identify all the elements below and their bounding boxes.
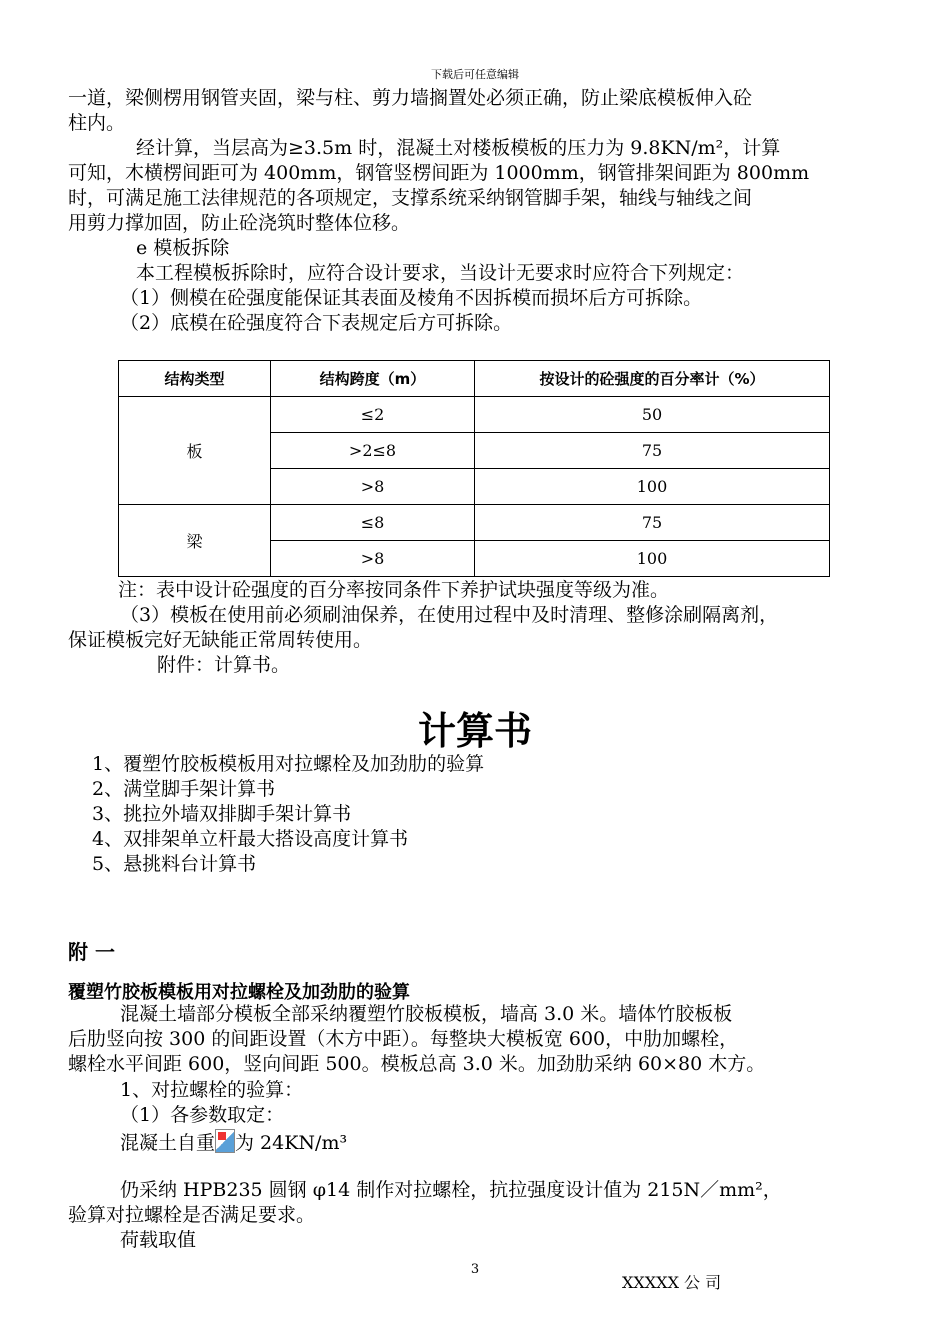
table-row: [119, 505, 830, 541]
broken-image-icon: [215, 1129, 235, 1153]
list-item: 4、双排架单立杆最大搭设高度计算书: [92, 828, 409, 850]
paragraph-line: 时，可满足施工法律规范的各项规定，支撑系统采纳钢管脚手架，轴线与轴线之间: [68, 187, 753, 209]
paragraph-line: 螺栓水平间距 600，竖向间距 500。模板总高 3.0 米。加劲肋采纳 60×80 木方。: [68, 1053, 766, 1075]
paragraph-line: 经计算，当层高为≥3.5m 时，混凝土对楼板模板的压力为 9.8KN/m²，计算: [136, 137, 781, 159]
paragraph-line: 保证模板完好无缺能正常周转使用。: [68, 629, 373, 651]
list-item: 5、悬挑料台计算书: [92, 853, 257, 875]
table-header-cell: 结构跨度（m）: [271, 361, 475, 397]
list-item: 3、挑拉外墙双排脚手架计算书: [92, 803, 352, 825]
table-cell: 100: [475, 469, 830, 505]
company-name: XXXXX 公 司: [622, 1273, 722, 1292]
table-cell: >8: [271, 469, 475, 505]
table-group-cell: 板: [119, 397, 271, 505]
paragraph-line: 1、对拉螺栓的验算：: [120, 1079, 304, 1101]
table-cell: >8: [271, 541, 475, 577]
text-fragment: 为 24KN/m³: [235, 1132, 348, 1154]
text-fragment: 混凝土自重: [120, 1132, 216, 1154]
table-header-cell: 按设计的砼强度的百分率计（%）: [475, 361, 830, 397]
table-cell: 75: [475, 505, 830, 541]
appendix-heading: 附 一: [68, 940, 115, 964]
page-header: 下载后可任意编辑: [431, 68, 519, 81]
table-header-cell: 结构类型: [119, 361, 271, 397]
table-cell: 50: [475, 397, 830, 433]
paragraph-line: 仍采纳 HPB235 圆钢 φ14 制作对拉螺栓，抗拉强度设计值为 215N／mm²，: [120, 1179, 782, 1201]
table-note: 注：表中设计砼强度的百分率按同条件下养护试块强度等级为准。: [118, 579, 670, 601]
document-title: 计算书: [417, 709, 532, 753]
attachment-line: 附件：计算书。: [157, 654, 291, 676]
paragraph-line: 本工程模板拆除时，应符合设计要求，当设计无要求时应符合下列规定：: [136, 262, 745, 284]
paragraph-line: 验算对拉螺栓是否满足要求。: [68, 1204, 316, 1226]
table-cell: ≤8: [271, 505, 475, 541]
table-cell: 75: [475, 433, 830, 469]
paragraph-line: 柱内。: [68, 112, 126, 134]
table-cell: 100: [475, 541, 830, 577]
paragraph-line: [120, 1129, 347, 1155]
table-cell: >2≤8: [271, 433, 475, 469]
paragraph-line: （2）底模在砼强度符合下表规定后方可拆除。: [120, 312, 513, 334]
paragraph-line: 可知，木横楞间距可为 400mm，钢管竖楞间距为 1000mm，钢管排架间距为 800mm: [68, 162, 810, 184]
section-heading: e 模板拆除: [136, 237, 230, 259]
table-group-cell: 梁: [119, 505, 271, 577]
paragraph-line: （1）侧模在砼强度能保证其表面及棱角不因拆模而损坏后方可拆除。: [120, 287, 703, 309]
table-header-row: [119, 361, 830, 397]
table-row: [119, 397, 830, 433]
formwork-removal-table: [118, 360, 830, 577]
paragraph-line: （3）模板在使用前必须刷油保养，在使用过程中及时清理、整修涂刷隔离剂，: [120, 604, 779, 626]
paragraph-line: 用剪力撑加固，防止砼浇筑时整体位移。: [68, 212, 411, 234]
paragraph-line: 混凝土墙部分模板全部采纳覆塑竹胶板模板，墙高 3.0 米。墙体竹胶板板: [120, 1003, 733, 1025]
page-number: 3: [470, 1262, 480, 1277]
list-item: 2、满堂脚手架计算书: [92, 778, 276, 800]
appendix-subheading: 覆塑竹胶板模板用对拉螺栓及加劲肋的验算: [68, 982, 410, 1003]
paragraph-line: （1）各参数取定：: [120, 1104, 285, 1126]
table-cell: ≤2: [271, 397, 475, 433]
paragraph-line: 后肋竖向按 300 的间距设置（木方中距）。每整块大模板宽 600，中肋加螺栓，: [68, 1028, 739, 1050]
paragraph-line: 荷载取值: [120, 1229, 197, 1251]
list-item: 1、覆塑竹胶板模板用对拉螺栓及加劲肋的验算: [92, 753, 485, 775]
paragraph-line: 一道，梁侧楞用钢管夹固，梁与柱、剪力墙搁置处必须正确，防止梁底模板伸入砼: [68, 87, 753, 109]
